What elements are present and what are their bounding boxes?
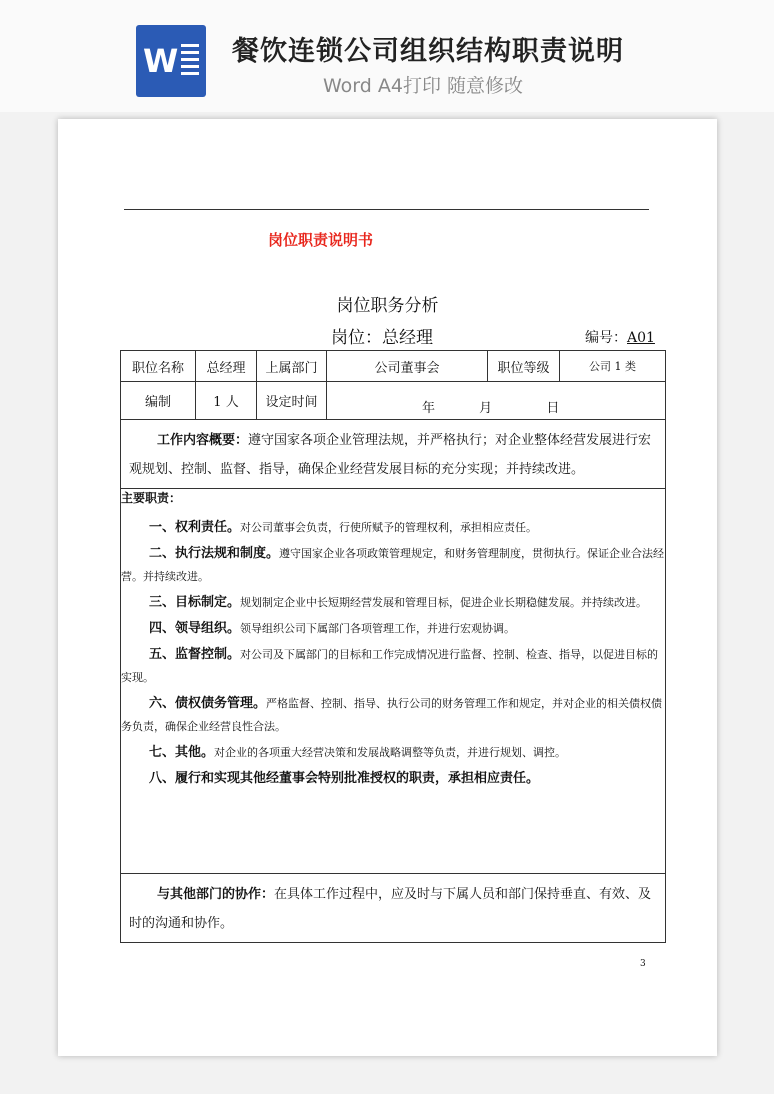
duty-item: [121, 643, 665, 689]
duty-item: [121, 542, 665, 588]
table-row: [121, 351, 666, 382]
banner-subtitle: Word A4打印 随意修改: [323, 75, 524, 97]
serial-value: A01: [627, 330, 655, 346]
cell-label-headcount: 编制: [121, 382, 196, 420]
duty-title: 一、权利责任。: [149, 520, 241, 535]
duty-text: 规划制定企业中长短期经营发展和管理目标，促进企业长期稳健发展。并持续改进。: [240, 596, 648, 609]
duty-title: 五、监督控制。: [149, 647, 241, 662]
cell-department-value: 公司董事会: [327, 351, 488, 382]
date-day: 日: [546, 401, 560, 416]
job-analysis-table: [120, 350, 666, 943]
overview-text: 遵守国家各项企业管理法规，并严格执行；对企业整体经营发展进行宏观规划、控制、监督、指导，确保企业经营发展目标的充分实现；并持续改进。: [129, 433, 652, 477]
header-banner: [0, 0, 774, 112]
duty-item: [121, 692, 665, 738]
table-row: [121, 382, 666, 420]
duty-title: 六、债权债务管理。: [149, 696, 267, 711]
duty-title: 八、履行和实现其他经董事会特别批准授权的职责，承担相应责任。: [149, 771, 540, 786]
document-page: [58, 119, 717, 1056]
red-title: 岗位职责说明书: [268, 231, 374, 249]
duty-title: 七、其他。: [149, 745, 215, 760]
duties-heading: 主要职责：: [121, 491, 182, 505]
duty-title: 三、目标制定。: [149, 595, 241, 610]
duties-cell: [121, 489, 666, 874]
cooperation-text: 在具体工作过程中，应及时与下属人员和部门保持垂直、有效、及时的沟通和协作。: [129, 887, 652, 931]
cell-grade-value: 公司 1 类: [560, 351, 666, 382]
table-row: [121, 420, 666, 489]
duty-title: 二、执行法规和制度。: [149, 546, 280, 561]
duty-text: 遵守国家企业各项政策管理规定，和财务管理制度，贯彻执行。保证企业合法经营。并持续改进。: [121, 547, 665, 583]
date-year: 年: [422, 401, 436, 416]
duty-title: 四、领导组织。: [149, 621, 241, 636]
duty-item: [121, 741, 665, 764]
duty-text: 严格监督、控制、指导、执行公司的财务管理工作和规定，并对企业的相关债权债务负责，确保企业经营良性合法。: [121, 697, 663, 733]
date-month: 月: [479, 401, 493, 416]
duty-item: [121, 767, 665, 790]
post-label: 岗位：总经理: [331, 328, 433, 348]
page-number: 3: [640, 959, 646, 969]
duty-item: [121, 516, 665, 539]
table-row: [121, 874, 666, 943]
table-row: [121, 489, 666, 874]
cell-label-position: 职位名称: [121, 351, 196, 382]
cooperation-cell: [121, 874, 666, 943]
document-title: 岗位职务分析: [336, 296, 439, 316]
cell-label-department: 上属部门: [257, 351, 327, 382]
duty-item: [121, 591, 665, 614]
cell-label-set-time: 设定时间: [257, 382, 327, 420]
serial-label: 编号：: [585, 330, 627, 346]
duty-text: 对企业的各项重大经营决策和发展战略调整等负责，并进行规划、调控。: [214, 746, 567, 759]
duty-text: 对公司董事会负责，行使所赋予的管理权利，承担相应责任。: [240, 521, 538, 534]
overview-cell: [121, 420, 666, 489]
logo-letter: W: [143, 42, 179, 80]
cooperation-label: 与其他部门的协作：: [157, 887, 275, 902]
serial-number: [585, 327, 655, 347]
duty-text: 对公司及下属部门的目标和工作完成情况进行监督、控制、检查、指导，以促进目标的实现。: [121, 648, 659, 684]
cell-date-value: [327, 382, 666, 420]
duty-text: 领导组织公司下属部门各项管理工作，并进行宏观协调。: [240, 622, 516, 635]
overview-label: 工作内容概要：: [157, 433, 249, 448]
word-logo-icon: [136, 25, 206, 97]
duty-item: [121, 617, 665, 640]
cell-label-grade: 职位等级: [488, 351, 560, 382]
cell-position-value: 总经理: [196, 351, 257, 382]
cell-headcount-value: 1 人: [196, 382, 257, 420]
header-rule: [124, 209, 649, 210]
banner-title: 餐饮连锁公司组织结构职责说明: [232, 36, 624, 67]
